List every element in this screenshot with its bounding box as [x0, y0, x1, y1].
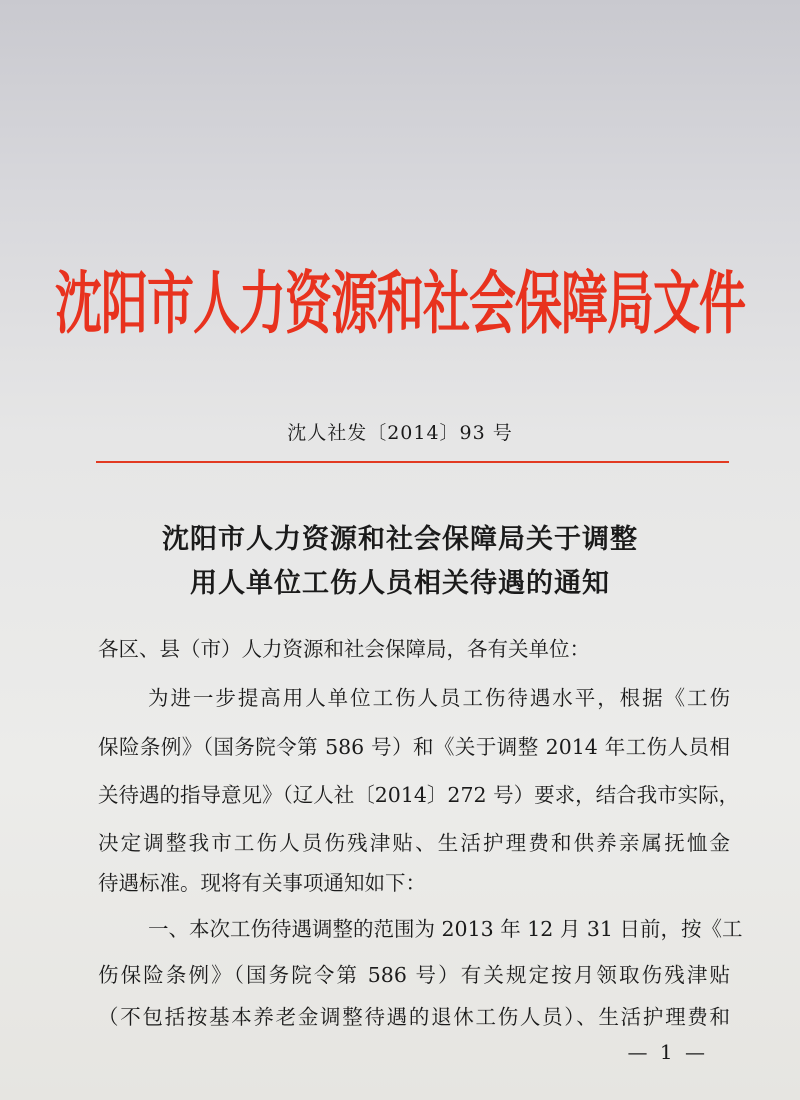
masthead-title: 沈阳市人力资源和社会保障局文件 [55, 264, 745, 345]
body-paragraph-line: （不包括按基本养老金调整待遇的退休工伤人员）、生活护理费和 [98, 1005, 730, 1029]
red-divider-line [96, 461, 729, 463]
body-paragraph-line: 为进一步提高用人单位工伤人员工伤待遇水平，根据《工伤 [148, 686, 730, 710]
notice-title-line-2: 用人单位工伤人员相关待遇的通知 [190, 568, 610, 599]
notice-title-line-1: 沈阳市人力资源和社会保障局关于调整 [162, 524, 638, 555]
body-paragraph-line: 关待遇的指导意见》（辽人社〔2014〕272 号）要求，结合我市实际， [98, 783, 740, 807]
page-number: — 1 — [627, 1040, 708, 1064]
body-paragraph-line: 待遇标准。现将有关事项通知如下： [98, 871, 426, 895]
body-paragraph-line: 伤保险条例》（国务院令第 586 号）有关规定按月领取伤残津贴 [98, 963, 730, 987]
salutation: 各区、县（市）人力资源和社会保障局，各有关单位： [98, 637, 590, 661]
body-paragraph-line: 决定调整我市工伤人员伤残津贴、生活护理费和供养亲属抚恤金 [98, 831, 730, 855]
body-paragraph-line: 保险条例》（国务院令第 586 号）和《关于调整 2014 年工伤人员相 [98, 735, 730, 759]
body-paragraph-line: 一、本次工伤待遇调整的范围为 2013 年 12 月 31 日前，按《工 [148, 917, 743, 941]
document-number: 沈人社发〔2014〕93 号 [287, 422, 513, 444]
